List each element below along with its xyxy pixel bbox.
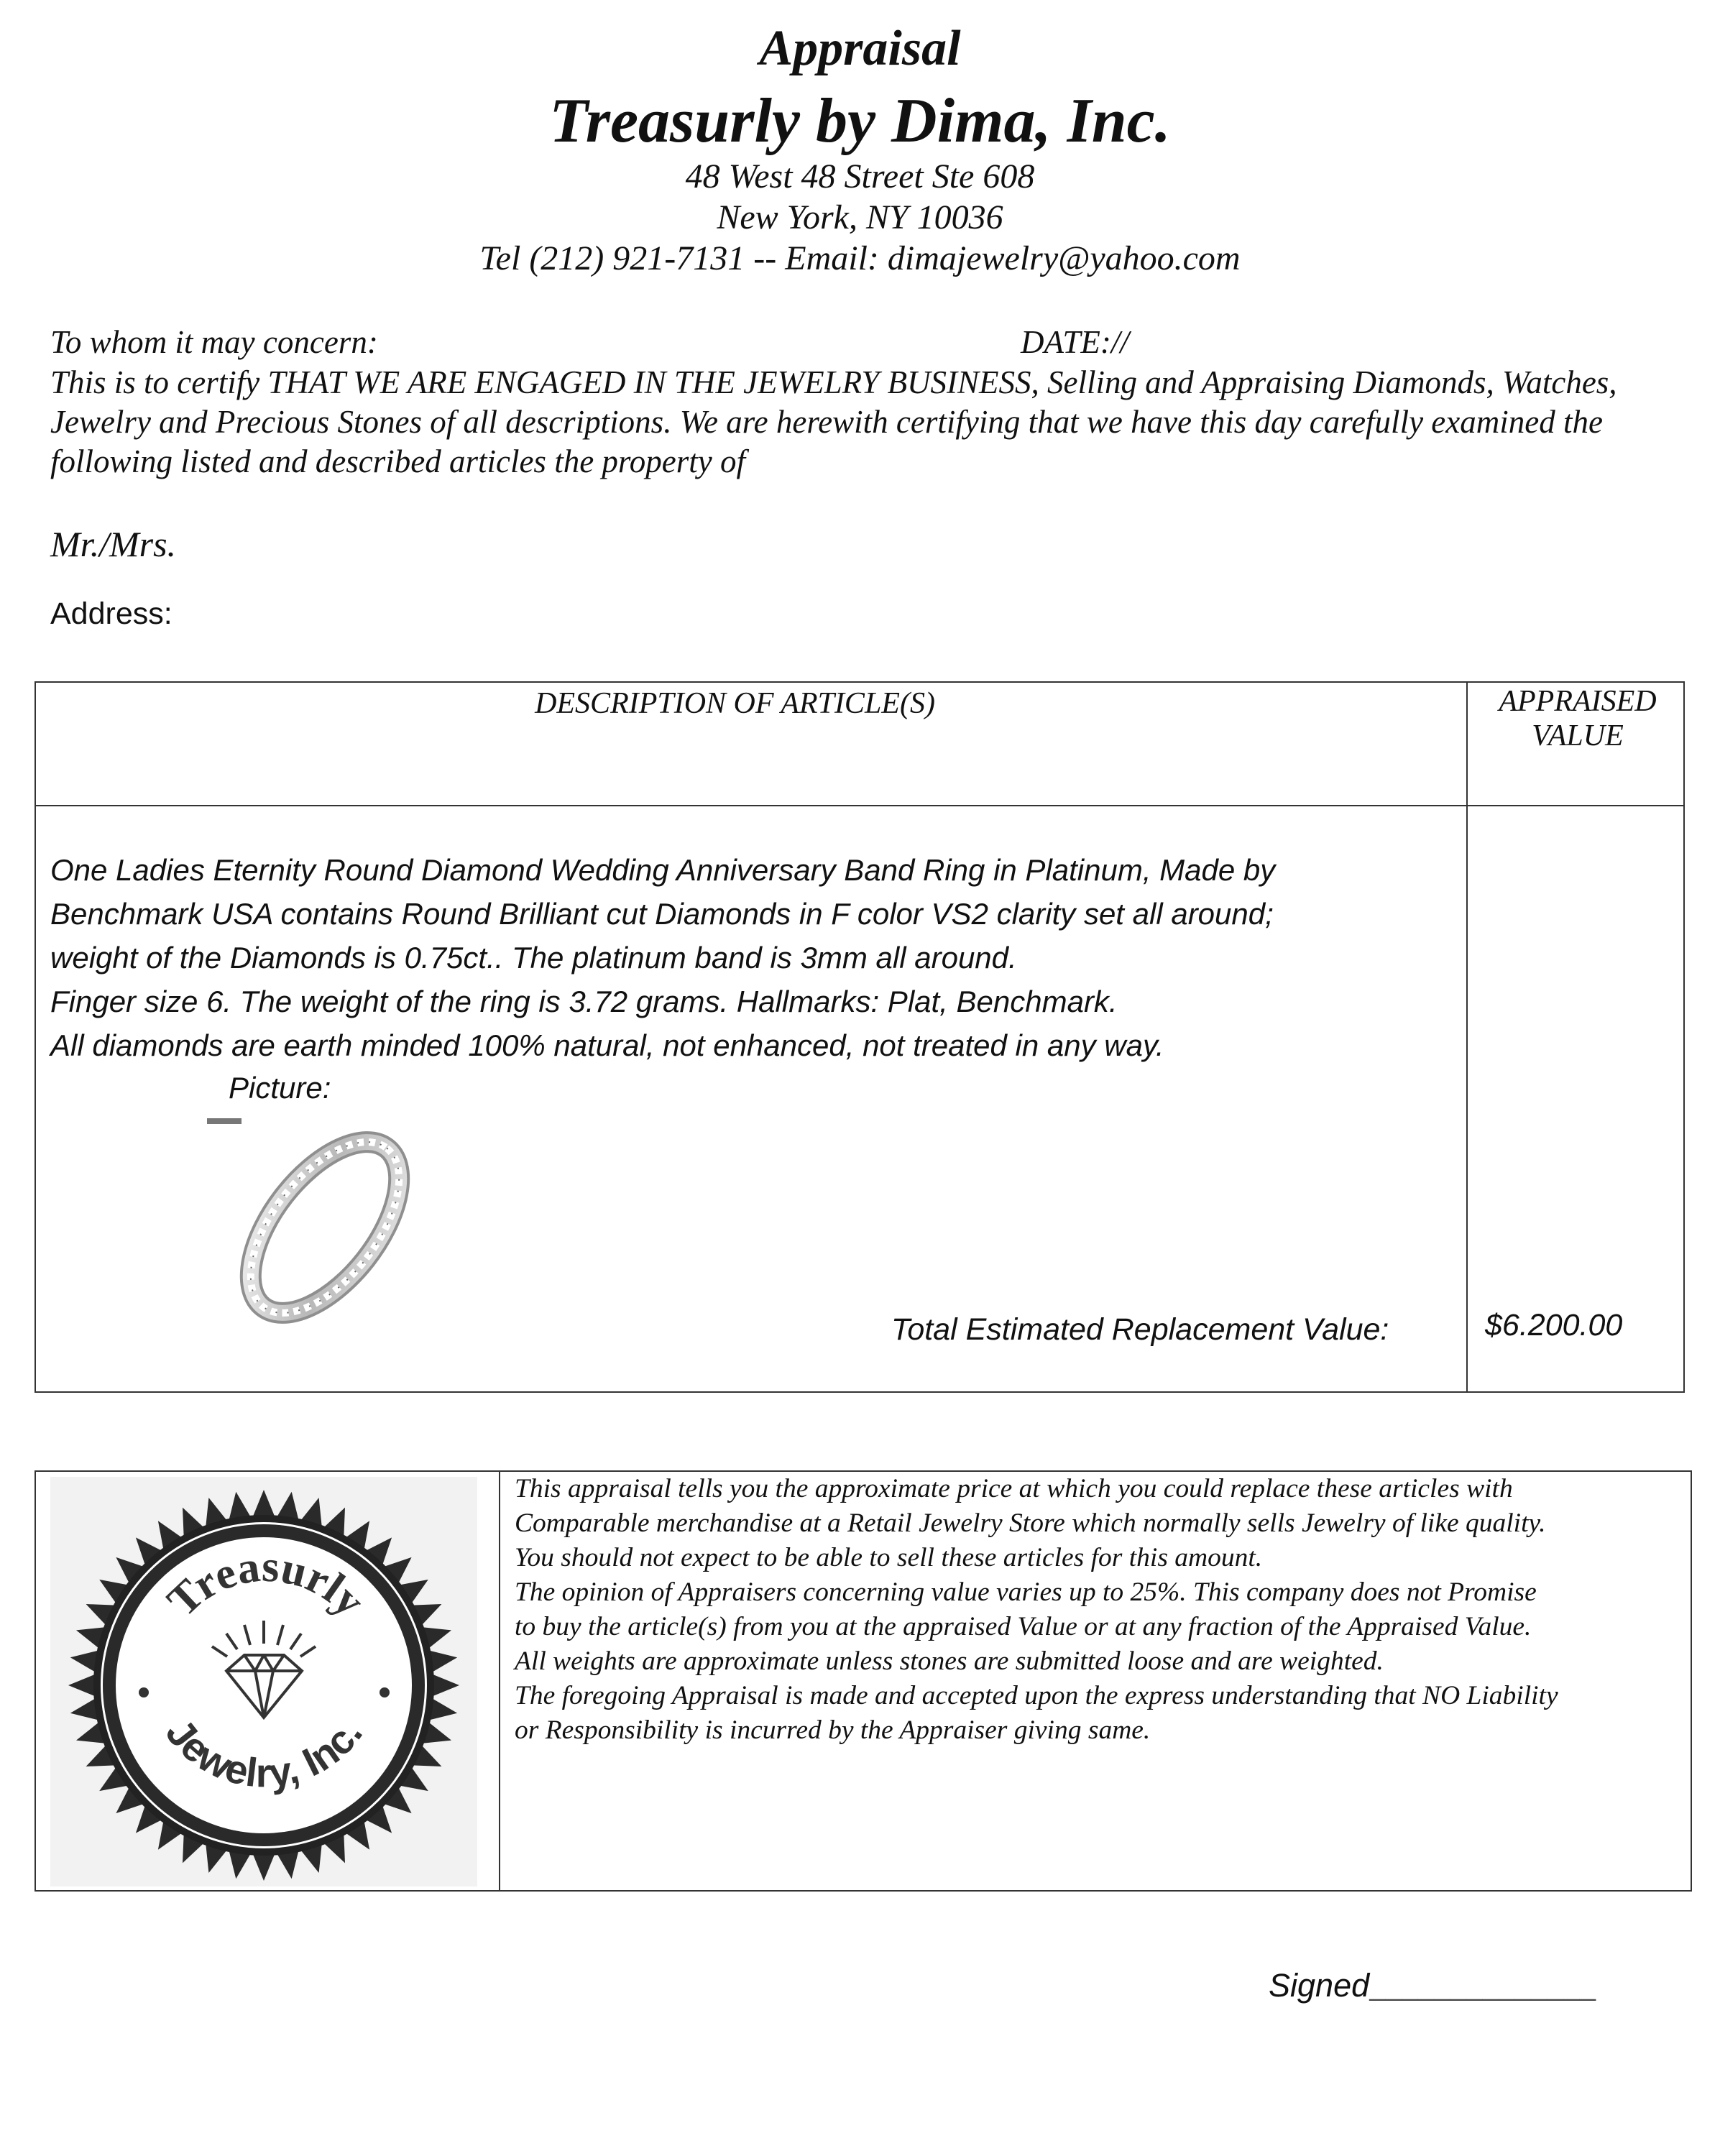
article-description bbox=[50, 848, 1438, 1067]
description-line: weight of the Diamonds is 0.75ct.. The platinum band is 3mm all around. bbox=[50, 941, 1017, 975]
picture-label: Picture: bbox=[229, 1071, 331, 1105]
disclaimer-line: The opinion of Appraisers concerning value varies up to 25%. This company does not Promise bbox=[515, 1577, 1537, 1607]
description-line: All diamonds are earth minded 100% natural, not enhanced, not treated in any way. bbox=[50, 1028, 1164, 1062]
company-name: Treasurly by Dima, Inc. bbox=[549, 86, 1171, 156]
company-seal bbox=[50, 1477, 477, 1886]
description-line: Finger size 6. The weight of the ring is 3.72 grams. Hallmarks: Plat, Benchmark. bbox=[50, 985, 1118, 1018]
ring-photo bbox=[203, 1112, 433, 1328]
description-line: One Ladies Eternity Round Diamond Wedding Anniversary Band Ring in Platinum, Made by bbox=[50, 853, 1276, 887]
document-title: Appraisal bbox=[759, 21, 961, 76]
owner-name-label: Mr./Mrs. bbox=[50, 524, 177, 564]
disclaimer-line: or Responsibility is incurred by the Appraiser giving same. bbox=[515, 1715, 1151, 1745]
salutation: To whom it may concern: bbox=[50, 324, 378, 360]
date-field: DATE:// bbox=[1021, 324, 1129, 360]
disclaimer-line: to buy the article(s) from you at the appraised Value or at any fraction of the Appraised Value. bbox=[515, 1612, 1532, 1641]
company-address-line1: 48 West 48 Street Ste 608 bbox=[685, 157, 1035, 195]
description-column-header: DESCRIPTION OF ARTICLE(S) bbox=[535, 687, 935, 720]
seal-bottom-text: Jewelry, Inc. bbox=[157, 1710, 372, 1796]
total-value-label: Total Estimated Replacement Value: bbox=[891, 1312, 1389, 1347]
company-address-line2: New York, NY 10036 bbox=[717, 198, 1003, 236]
disclaimer-line: The foregoing Appraisal is made and accepted upon the express understanding that NO Liability bbox=[515, 1681, 1558, 1710]
signature-blank: ______________ bbox=[1369, 1968, 1596, 2004]
disclaimer-line: You should not expect to be able to sell these articles for this amount. bbox=[515, 1543, 1263, 1572]
disclaimer-text bbox=[515, 1472, 1686, 1748]
company-contact: Tel (212) 921-7131 -- Email: dimajewelry@yahoo.com bbox=[479, 239, 1241, 277]
disclaimer-line: Comparable merchandise at a Retail Jewelry Store which normally sells Jewelry of like quality. bbox=[515, 1508, 1546, 1538]
certification-text: This is to certify THAT WE ARE ENGAGED IN THE JEWELRY BUSINESS, Selling and Appraising Diamonds, Watches, Jewelry and Precious Stones of all descriptions. We are herewith certifying that we have this day carefully examined the following listed and described articles the property of bbox=[50, 364, 1617, 479]
signature-label: Signed bbox=[1269, 1967, 1370, 2004]
seal-top-text: Treasurly bbox=[158, 1542, 374, 1626]
description-line: Benchmark USA contains Round Brilliant cut Diamonds in F color VS2 clarity set all around; bbox=[50, 897, 1274, 931]
signature-line bbox=[1269, 1967, 1596, 2004]
value-column-header: APPRAISED VALUE bbox=[1499, 685, 1657, 752]
disclaimer-line: This appraisal tells you the approximate price at which you could replace these articles with bbox=[515, 1474, 1513, 1503]
disclaimer-line: All weights are approximate unless stones are submitted loose and are weighted. bbox=[515, 1646, 1384, 1676]
owner-address-label: Address: bbox=[50, 596, 173, 631]
total-value-amount: $6.200.00 bbox=[1485, 1308, 1623, 1342]
